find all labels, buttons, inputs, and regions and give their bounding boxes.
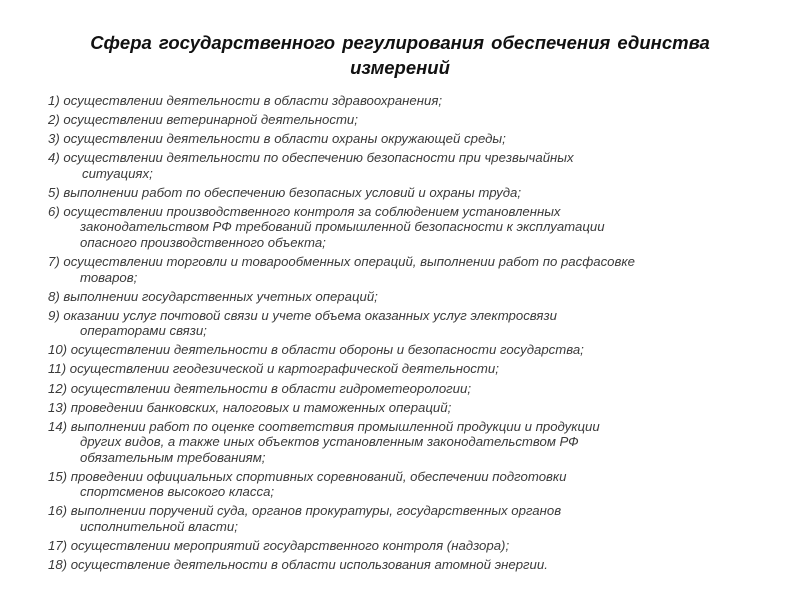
list-item-line: 12) осуществлении деятельности в области гидрометеорологии;: [48, 380, 472, 396]
list-item: [48, 204, 778, 251]
list-item: [48, 419, 778, 466]
list-item-line: 14) выполнении работ по оценке соответствия промышленной продукции и продукции: [48, 418, 600, 434]
list-item-line: обязательным требованиям;: [80, 449, 266, 465]
list-item: [48, 503, 778, 534]
regulation-areas-list: [48, 93, 778, 576]
list-item-line: 10) осуществлении деятельности в области обороны и безопасности государства;: [48, 342, 584, 358]
list-item: [48, 538, 778, 554]
list-item: [48, 93, 778, 109]
list-item-line: операторами связи;: [80, 323, 207, 339]
list-item-line: спортсменов высокого класса;: [80, 484, 275, 500]
list-item-line: 2) осуществлении ветеринарной деятельности;: [48, 112, 358, 128]
slide-title: [40, 30, 760, 80]
list-item-line: товаров;: [80, 269, 138, 285]
list-item-line: 6) осуществлении производственного контроля за соблюдением установленных: [48, 203, 561, 219]
list-item-line: 11) осуществлении геодезической и картографической деятельности;: [48, 361, 499, 377]
list-item: [48, 400, 778, 416]
list-item-line: исполнительной власти;: [80, 518, 238, 534]
list-item-line: 4) осуществлении деятельности по обеспечению безопасности при чрезвычайных: [48, 150, 574, 166]
list-item-line: опасного производственного объекта;: [80, 234, 326, 250]
slide-title-line-2: измерений: [350, 57, 450, 78]
list-item: [48, 381, 778, 397]
slide-title-line-1: Сфера государственного регулирования обеспечения единства: [90, 32, 710, 53]
list-item: [48, 557, 778, 573]
list-item-line: 5) выполнении работ по обеспечению безопасных условий и охраны труда;: [48, 184, 521, 200]
list-item-line: 1) осуществлении деятельности в области здравоохранения;: [48, 93, 443, 108]
list-item: [48, 254, 778, 285]
list-item: [48, 112, 778, 128]
list-item-line: 17) осуществлении мероприятий государственного контроля (надзора);: [48, 538, 510, 553]
list-item-line: ситуациях;: [82, 165, 153, 181]
list-item-line: 16) выполнении поручений суда, органов прокуратуры, государственных органов: [48, 503, 562, 519]
list-item: [48, 469, 778, 500]
list-item-line: 3) осуществлении деятельности в области охраны окружающей среды;: [48, 131, 506, 147]
list-item-line: 15) проведении официальных спортивных соревнований, обеспечении подготовки: [48, 468, 567, 484]
list-item: [48, 308, 778, 339]
list-item: [48, 289, 778, 305]
list-item: [48, 185, 778, 201]
list-item: [48, 150, 778, 181]
list-item-line: 9) оказании услуг почтовой связи и учете объема оказанных услуг электросвязи: [48, 307, 557, 323]
list-item-line: 13) проведении банковских, налоговых и таможенных операций;: [48, 399, 452, 415]
list-item: [48, 361, 778, 377]
list-item-line: 18) осуществление деятельности в области использования атомной энергии.: [48, 557, 548, 573]
list-item-line: 8) выполнении государственных учетных операций;: [48, 288, 378, 304]
list-item-line: других видов, а также иных объектов установленным законодательством РФ: [80, 434, 579, 450]
list-item: [48, 131, 778, 147]
list-item-line: законодательством РФ требований промышленной безопасности к эксплуатации: [80, 219, 605, 235]
list-item-line: 7) осуществлении торговли и товарообменных операций, выполнении работ по расфасовке: [48, 254, 635, 270]
list-item: [48, 342, 778, 358]
